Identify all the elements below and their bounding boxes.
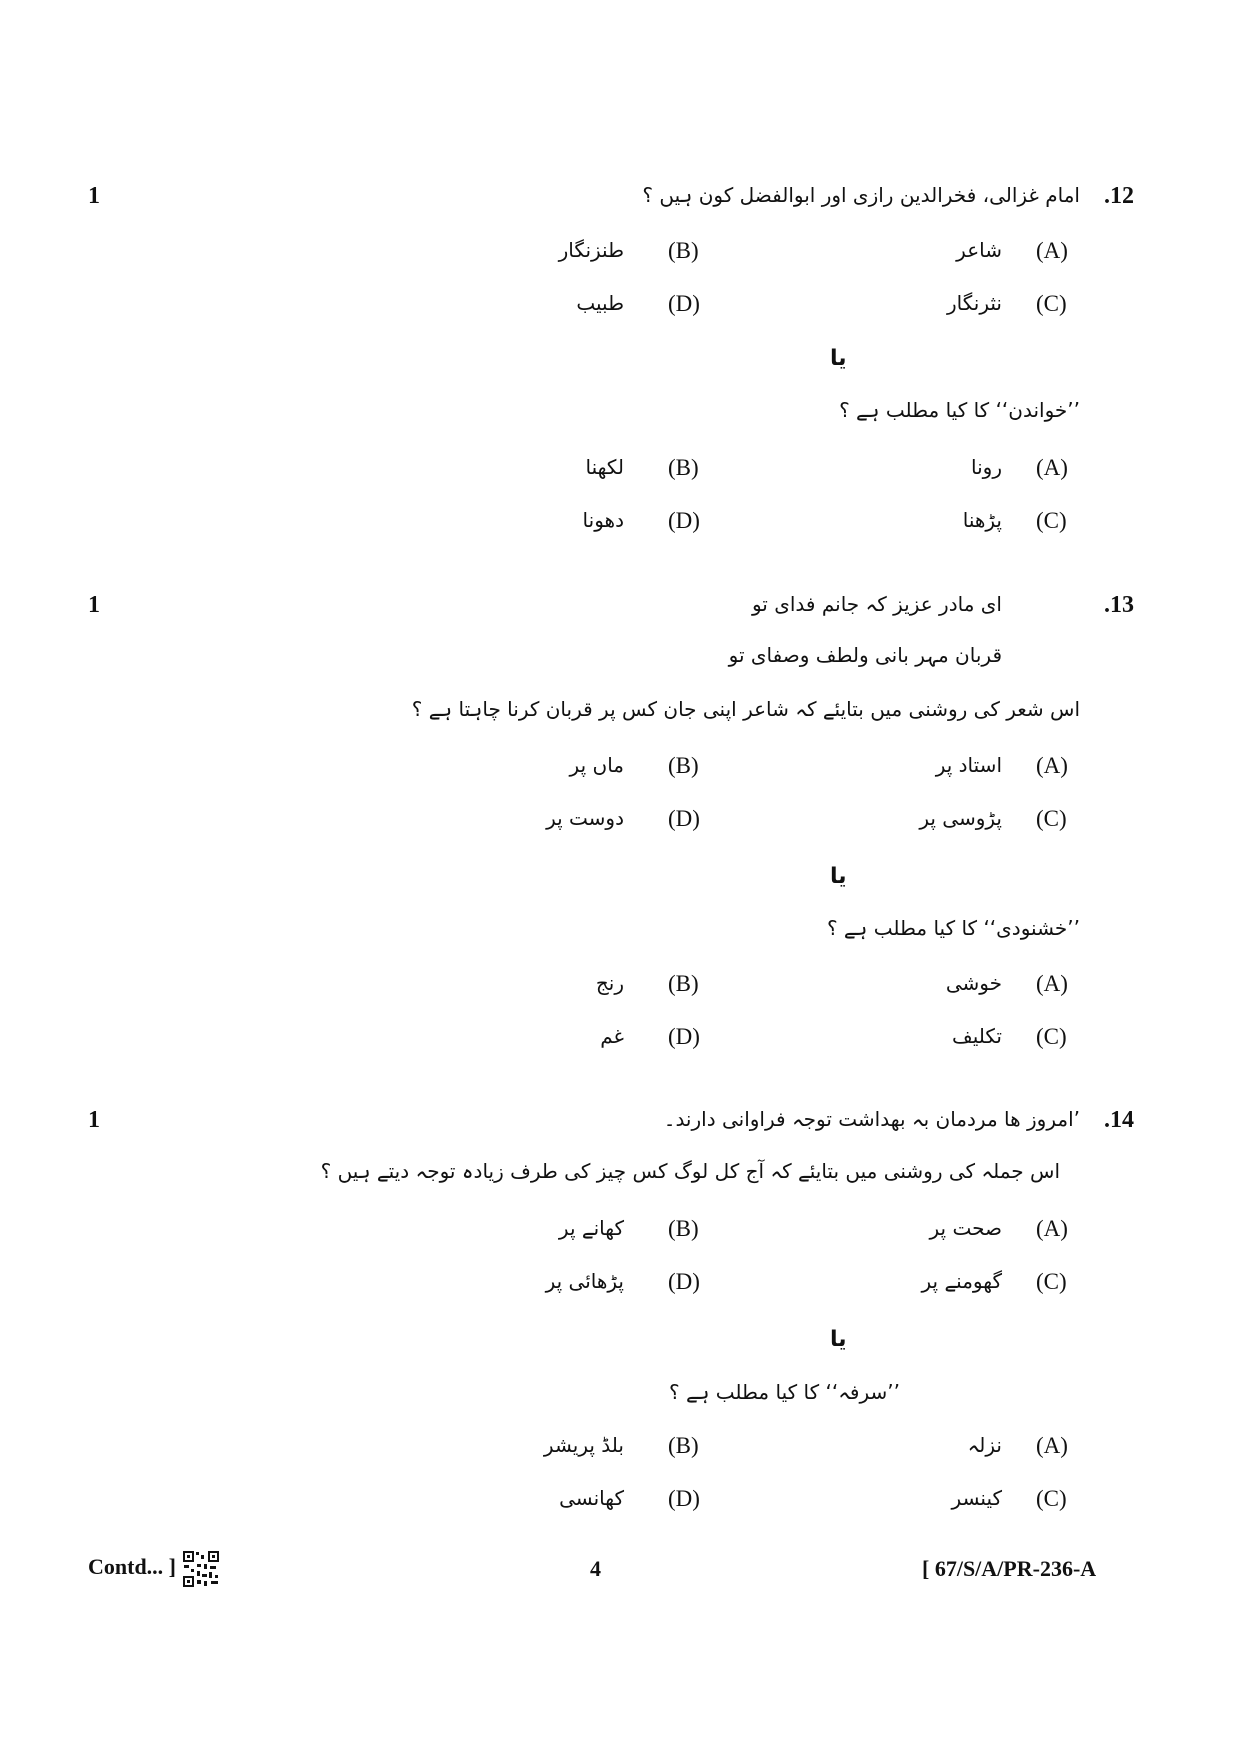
q13-alt-option-a: خوشی bbox=[945, 971, 1002, 995]
question-12-number: .12 bbox=[1104, 183, 1134, 209]
q14-alt-option-b-label: (B) bbox=[668, 1433, 699, 1458]
q13-verse-line-2: قربان مہر بانی ولطف وصفای تو bbox=[728, 643, 1002, 667]
q13-option-a: استاد پر bbox=[935, 753, 1002, 777]
question-13-number: .13 bbox=[1104, 592, 1134, 618]
question-14-marks: 1 bbox=[88, 1107, 100, 1133]
q14-alt-option-b: بلڈ پریشر bbox=[543, 1433, 624, 1457]
q13-alt-option-b-label: (B) bbox=[668, 971, 699, 996]
q14-alt-option-c-label: (C) bbox=[1036, 1486, 1067, 1511]
q12-alt-option-c-label: (C) bbox=[1036, 508, 1067, 533]
q14-option-a-label: (A) bbox=[1036, 1216, 1068, 1241]
q12-alt-text: ’’خواندن‘‘ کا کیا مطلب ہے ؟ bbox=[839, 398, 1080, 422]
q13-alt-option-c-label: (C) bbox=[1036, 1024, 1067, 1049]
question-14-text: اس جملہ کی روشنی میں بتایئے کہ آج کل لوگ کس چیز کی طرف زیادہ توجہ دیتے ہیں ؟ bbox=[320, 1159, 1060, 1183]
footer-left bbox=[88, 1550, 220, 1588]
q14-option-b: کھانے پر bbox=[558, 1216, 624, 1240]
q14-option-a: صحت پر bbox=[929, 1216, 1002, 1240]
q13-alt-text: ’’خشنودی‘‘ کا کیا مطلب ہے ؟ bbox=[826, 916, 1080, 940]
q13-option-b: ماں پر bbox=[569, 753, 624, 777]
q14-option-c: گھومنے پر bbox=[921, 1269, 1002, 1293]
q14-alt-option-d: کھانسی bbox=[559, 1486, 624, 1510]
q13-alt-option-a-label: (A) bbox=[1036, 971, 1068, 996]
q14-alt-text: ’’سرفہ‘‘ کا کیا مطلب ہے ؟ bbox=[669, 1380, 900, 1404]
q13-option-d-label: (D) bbox=[668, 806, 700, 831]
q14-option-b-label: (B) bbox=[668, 1216, 699, 1241]
q12-alt-option-d: دھونا bbox=[582, 508, 624, 532]
q14-or-divider: یا bbox=[830, 1327, 847, 1352]
q14-option-d: پڑھائی پر bbox=[545, 1269, 624, 1293]
q13-alt-option-d-label: (D) bbox=[668, 1024, 700, 1049]
question-14-quote: ’امروز ھا مردمان بہ بھداشت توجہ فراوانی دارند۔ bbox=[663, 1107, 1080, 1131]
qr-code-icon bbox=[182, 1550, 220, 1588]
paper-code: [ 67/S/A/PR-236-A bbox=[922, 1556, 1097, 1581]
question-12-marks: 1 bbox=[88, 183, 100, 209]
q13-verse-line-1: ای مادر عزیز کہ جانم فدای تو bbox=[751, 592, 1002, 616]
q13-alt-option-d: غم bbox=[600, 1024, 624, 1048]
q12-alt-option-b-label: (B) bbox=[668, 455, 699, 480]
q12-option-d: طبیب bbox=[576, 291, 624, 315]
q14-alt-option-d-label: (D) bbox=[668, 1486, 700, 1511]
q12-alt-option-b: لکھنا bbox=[585, 455, 624, 479]
question-13-marks: 1 bbox=[88, 592, 100, 618]
q12-option-d-label: (D) bbox=[668, 291, 700, 316]
q14-alt-option-a-label: (A) bbox=[1036, 1433, 1068, 1458]
q13-option-a-label: (A) bbox=[1036, 753, 1068, 778]
q14-option-d-label: (D) bbox=[668, 1269, 700, 1294]
question-13-text: اس شعر کی روشنی میں بتایئے کہ شاعر اپنی جان کس پر قربان کرنا چاہتا ہے ؟ bbox=[411, 697, 1080, 721]
q13-alt-option-c: تکلیف bbox=[952, 1024, 1002, 1048]
q12-alt-option-c: پڑھنا bbox=[962, 508, 1002, 532]
page-number: 4 bbox=[590, 1556, 601, 1581]
q13-option-c-label: (C) bbox=[1036, 806, 1067, 831]
q12-option-c: نثرنگار bbox=[947, 291, 1002, 315]
q12-option-b: طنزنگار bbox=[558, 238, 624, 262]
q14-alt-option-a: نزلہ bbox=[967, 1433, 1002, 1457]
q14-option-c-label: (C) bbox=[1036, 1269, 1067, 1294]
question-14-number: .14 bbox=[1104, 1107, 1134, 1133]
q12-alt-option-d-label: (D) bbox=[668, 508, 700, 533]
question-12-text: امام غزالی، فخرالدین رازی اور ابوالفضل کون ہیں ؟ bbox=[642, 183, 1080, 207]
q14-alt-option-c: کینسر bbox=[951, 1486, 1002, 1510]
q13-alt-option-b: رنج bbox=[595, 971, 624, 995]
q13-or-divider: یا bbox=[830, 864, 847, 889]
q12-option-a: شاعر bbox=[956, 238, 1002, 262]
q12-option-a-label: (A) bbox=[1036, 238, 1068, 263]
q12-or-divider: یا bbox=[830, 346, 847, 371]
q13-option-c: پڑوسی پر bbox=[919, 806, 1002, 830]
contd-text: Contd... ] bbox=[88, 1554, 177, 1580]
q12-option-c-label: (C) bbox=[1036, 291, 1067, 316]
q13-option-d: دوست پر bbox=[546, 806, 624, 830]
q13-option-b-label: (B) bbox=[668, 753, 699, 778]
q12-alt-option-a: رونا bbox=[971, 455, 1002, 479]
q12-alt-option-a-label: (A) bbox=[1036, 455, 1068, 480]
q12-option-b-label: (B) bbox=[668, 238, 699, 263]
